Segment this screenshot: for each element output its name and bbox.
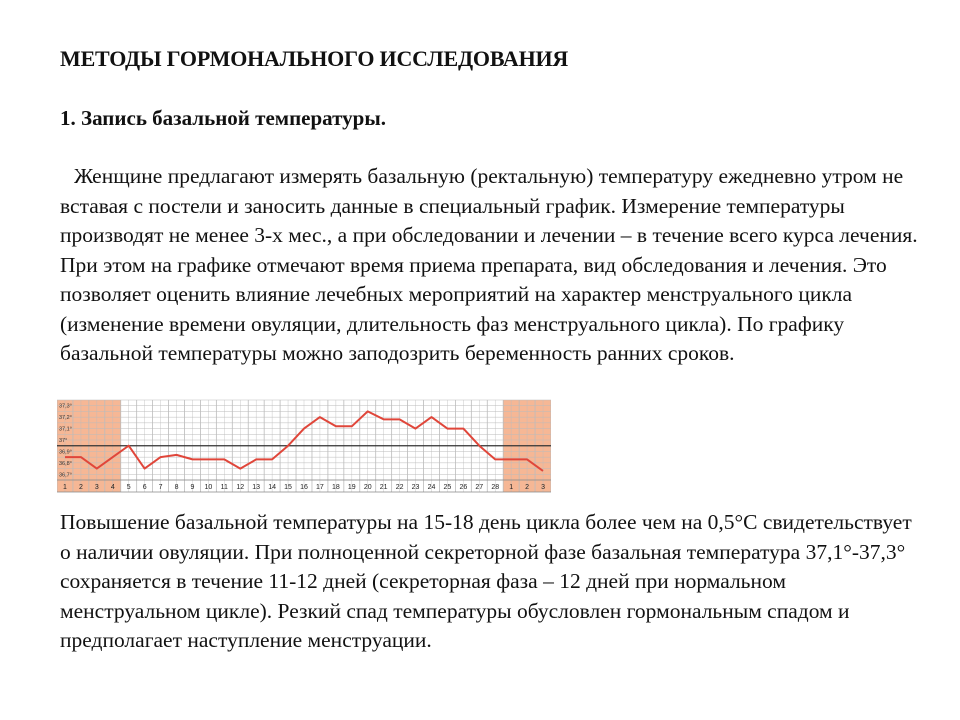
x-tick-label: 22 bbox=[395, 484, 404, 491]
x-tick-label: 2 bbox=[78, 484, 83, 491]
x-tick-label: 28 bbox=[491, 484, 500, 491]
x-tick-label: 4 bbox=[110, 484, 115, 491]
x-tick-label: 19 bbox=[347, 484, 356, 491]
x-tick-label: 3 bbox=[94, 484, 99, 491]
x-tick-label: 3 bbox=[541, 484, 545, 491]
x-tick-label: 1 bbox=[509, 484, 514, 491]
basal-temperature-chart bbox=[57, 398, 551, 494]
x-tick-label: 18 bbox=[331, 484, 340, 491]
x-tick-label: 11 bbox=[220, 484, 228, 491]
x-tick-label: 15 bbox=[284, 484, 292, 491]
x-tick-label: 23 bbox=[411, 484, 420, 491]
y-tick-label: 36,9° bbox=[59, 449, 72, 456]
x-tick-label: 2 bbox=[525, 484, 530, 491]
y-tick-label: 36,7° bbox=[59, 472, 72, 479]
x-tick-label: 17 bbox=[316, 484, 324, 491]
y-tick-label: 37,3° bbox=[59, 403, 72, 410]
x-tick-label: 21 bbox=[379, 484, 388, 491]
x-tick-label: 8 bbox=[174, 484, 179, 491]
paragraph-ovulation: Повышение базальной температуры на 15-18 день цикла более чем на 0,5°С свидетельствует о наличии овуляции. При полноценной секреторной фазе базальная температура 37,1°-37,3° сохраняется в течение 11-12 дней (секреторная фаза – 12 дней при нормальном менструальном цикле). Резкий спад температуры обусловлен гормональным спадом и предполагает наступление менструации. bbox=[60, 510, 912, 652]
x-tick-label: 7 bbox=[158, 484, 163, 491]
x-tick-label: 16 bbox=[300, 484, 308, 491]
x-tick-label: 12 bbox=[236, 484, 245, 491]
x-tick-label: 13 bbox=[252, 484, 261, 491]
x-tick-label: 1 bbox=[63, 484, 67, 491]
section-heading: 1. Запись базальной температуры. bbox=[60, 106, 387, 130]
page-title: МЕТОДЫ ГОРМОНАЛЬНОГО ИССЛЕДОВАНИЯ bbox=[60, 46, 569, 71]
x-tick-label: 26 bbox=[459, 484, 468, 491]
x-tick-label: 10 bbox=[204, 484, 213, 491]
paragraph-intro: Женщине предлагают измерять базальную (ректальную) температуру ежедневно утром не вставая с постели и заносить данные в специальный график. Измерение температуры производят не менее 3-х мес., а при обследовании и лечении – в течение всего курса лечения. При этом на графике отмечают время приема препарата, вид обследования и лечения. Это позволяет оценить влияние лечебных мероприятий на характер менструального цикла (изменение времени овуляции, длительность фаз менструального цикла). По графику базальной температуры можно заподозрить беременность ранних сроков. bbox=[60, 164, 918, 365]
x-tick-label: 5 bbox=[126, 484, 131, 491]
chart-svg bbox=[57, 398, 551, 494]
x-tick-label: 14 bbox=[268, 484, 277, 491]
x-tick-label: 9 bbox=[190, 484, 195, 491]
y-tick-label: 36,8° bbox=[59, 460, 72, 467]
x-tick-label: 27 bbox=[475, 484, 484, 491]
y-tick-label: 37,2° bbox=[59, 415, 72, 422]
x-tick-label: 25 bbox=[443, 484, 452, 491]
y-tick-label: 37° bbox=[59, 438, 68, 444]
x-tick-label: 24 bbox=[427, 484, 436, 491]
y-tick-label: 37,1° bbox=[59, 426, 72, 433]
x-tick-label: 20 bbox=[363, 484, 372, 491]
x-tick-label: 6 bbox=[142, 484, 147, 491]
